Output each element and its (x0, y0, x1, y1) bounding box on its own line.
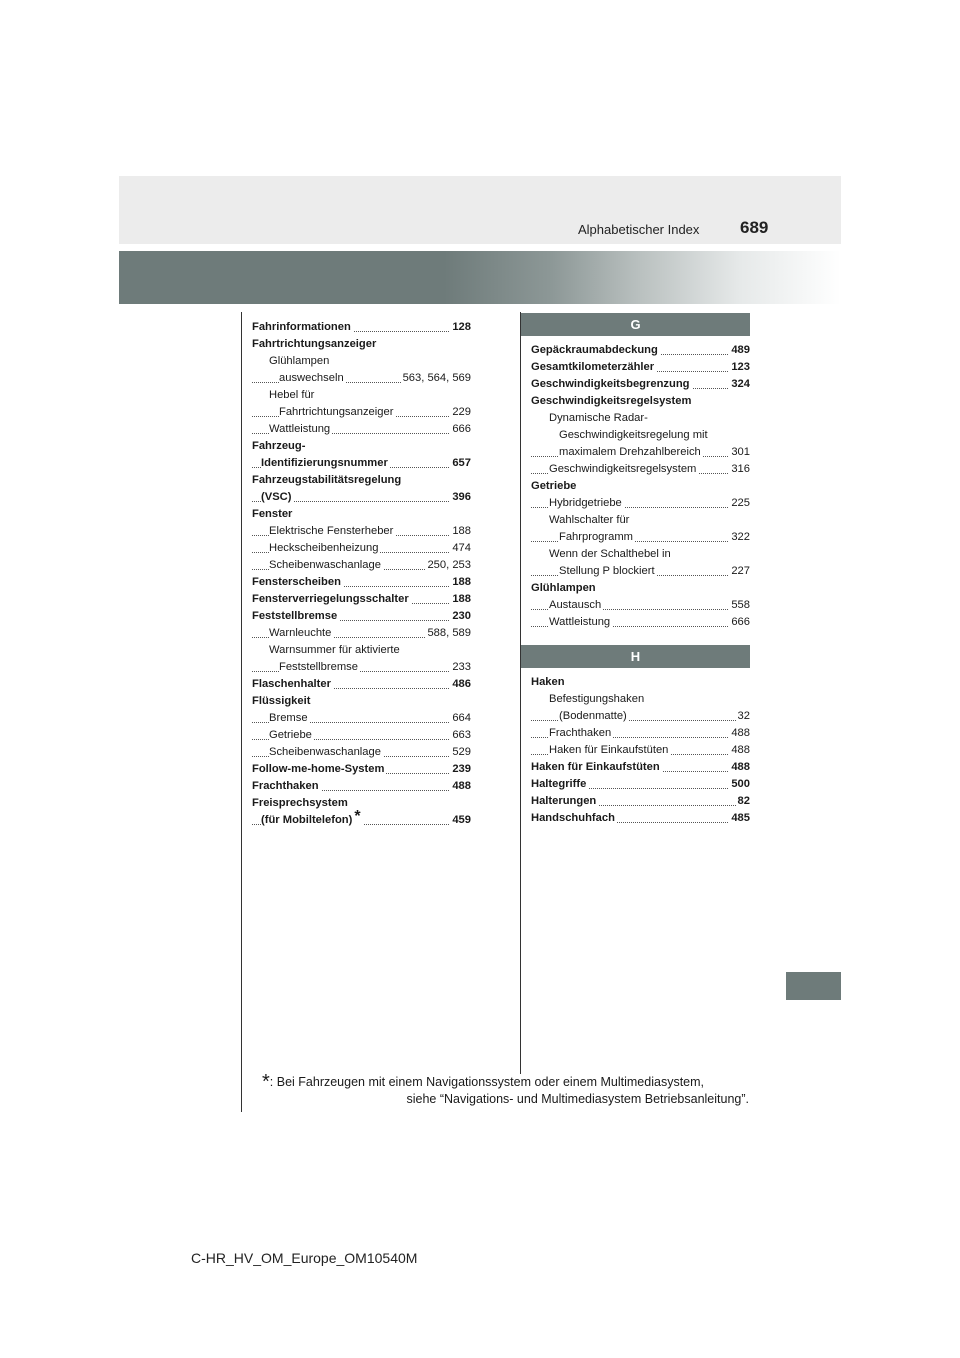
index-entry (252, 727, 471, 744)
entry-page-ref: 664 (450, 710, 471, 727)
entry-page-ref: 488 (729, 725, 750, 742)
entry-text: Haken für Einkaufstüten (531, 761, 660, 773)
entry-text: Fensterscheiben (252, 576, 341, 588)
entry-text: Heckscheibenheizung (269, 542, 379, 554)
index-entry (531, 461, 750, 478)
index-entry (252, 625, 471, 642)
entry-text: Fahrprogramm (559, 531, 633, 543)
entry-text: Fahrinformationen (252, 321, 351, 333)
entry-page-ref: 558 (729, 597, 750, 614)
entry-text: Follow-me-home-System (252, 763, 385, 775)
entry-text: Frachthaken (549, 727, 612, 739)
index-entry (531, 478, 750, 495)
index-entry (252, 591, 471, 608)
entry-text: Fahrzeug- (252, 440, 306, 452)
entry-text: Gesamtkilometerzähler (531, 361, 655, 373)
entry-page-ref: 396 (450, 489, 471, 506)
index-entry (252, 710, 471, 727)
index-entry (531, 776, 750, 793)
entry-text: Flaschenhalter (252, 678, 331, 690)
index-entry (531, 708, 750, 725)
index-entry (531, 529, 750, 546)
entry-text: Fahrzeugstabilitätsregelung (252, 474, 402, 486)
index-entry (531, 810, 750, 827)
entry-text: Elektrische Fensterheber (269, 525, 394, 537)
entry-page-ref: 316 (729, 461, 750, 478)
entry-text: Frachthaken (252, 780, 319, 792)
index-entry (252, 557, 471, 574)
index-entry (531, 495, 750, 512)
entry-page-ref: 250, 253 (425, 557, 471, 574)
footnote-reference: * (354, 808, 361, 825)
index-entry (252, 472, 471, 489)
entry-text: Gepäckraumabdeckung (531, 344, 658, 356)
entry-page-ref: 459 (450, 812, 471, 829)
entry-text: Feststellbremse (279, 661, 358, 673)
entry-text: Identifizierungsnummer (261, 457, 388, 469)
index-entry (531, 674, 750, 691)
entry-text: Haltegriffe (531, 778, 587, 790)
entry-page-ref: 529 (450, 744, 471, 761)
entry-page-ref: 324 (729, 376, 750, 393)
entry-page-ref: 563, 564, 569 (401, 370, 471, 387)
index-column-left (252, 319, 471, 829)
entry-page-ref: 188 (450, 523, 471, 540)
index-entry (252, 659, 471, 676)
entry-text: Haken (531, 676, 565, 688)
entry-page-ref: 239 (450, 761, 471, 778)
letter-section-entries (531, 674, 750, 827)
index-entry (252, 489, 471, 506)
thumb-index-tab (786, 972, 841, 1000)
index-entry (531, 546, 750, 563)
index-entry (531, 393, 750, 410)
entry-page-ref: 301 (729, 444, 750, 461)
entry-text: Wattleistung (269, 423, 331, 435)
index-entry (531, 597, 750, 614)
entry-text: Hybridgetriebe (549, 497, 622, 509)
footnote-line-2: siehe “Navigations- und Multimediasystem Betriebsanleitung”. (406, 1092, 749, 1106)
index-entry (531, 444, 750, 461)
index-entry (252, 438, 471, 455)
entry-page-ref: 666 (450, 421, 471, 438)
letter-heading-g: G (521, 313, 750, 336)
entry-page-ref: 588, 589 (425, 625, 471, 642)
index-entry (531, 563, 750, 580)
entry-text: Fahrtrichtungsanzeiger (252, 338, 377, 350)
index-entry (252, 506, 471, 523)
entry-text: maximalem Drehzahlbereich (559, 446, 701, 458)
entry-text: Dynamische Radar- (549, 412, 648, 424)
index-entry (252, 642, 471, 659)
entry-text: Warnleuchte (269, 627, 332, 639)
entry-text: Fenster (252, 508, 293, 520)
footnote (262, 1071, 749, 1108)
entry-page-ref: 322 (729, 529, 750, 546)
entry-text: auswechseln (279, 372, 344, 384)
entry-text: Stellung P blockiert (559, 565, 655, 577)
index-entry (252, 608, 471, 625)
entry-text: Scheibenwaschanlage (269, 559, 381, 571)
entry-text: Wattleistung (549, 616, 611, 628)
entry-text: Fahrtrichtungsanzeiger (279, 406, 394, 418)
index-entry (252, 693, 471, 710)
index-entry (531, 742, 750, 759)
entry-page-ref: 485 (729, 810, 750, 827)
index-entry (531, 580, 750, 597)
entry-page-ref: 32 (736, 708, 750, 725)
entry-page-ref: 488 (450, 778, 471, 795)
index-entry (531, 614, 750, 631)
entry-page-ref: 486 (450, 676, 471, 693)
footnote-marker: * (262, 1071, 270, 1093)
entry-text: Wenn der Schalthebel in (549, 548, 671, 560)
entry-text: Glühlampen (269, 355, 330, 367)
entry-text: Warnsummer für aktivierte (269, 644, 400, 656)
entry-text: Getriebe (531, 480, 577, 492)
index-entry (531, 691, 750, 708)
left-column-rule (241, 312, 242, 1112)
entry-text: Geschwindigkeitsregelsystem (549, 463, 697, 475)
document-id: C-HR_HV_OM_Europe_OM10540M (191, 1250, 418, 1266)
index-entry (531, 427, 750, 444)
index-entry (252, 353, 471, 370)
entry-text: Halterungen (531, 795, 597, 807)
entry-page-ref: 489 (729, 342, 750, 359)
index-entry (252, 761, 471, 778)
entry-page-ref: 227 (729, 563, 750, 580)
entry-text: Austausch (549, 599, 602, 611)
index-entry (252, 808, 471, 829)
index-entry (252, 523, 471, 540)
page-number: 689 (740, 218, 769, 237)
entry-text: Freisprechsystem (252, 797, 348, 809)
entry-text: (für Mobiltelefon) (261, 814, 353, 826)
index-entry (252, 744, 471, 761)
entry-page-ref: 663 (450, 727, 471, 744)
header-band (119, 176, 841, 244)
index-entry (252, 319, 471, 336)
entry-page-ref: 488 (729, 759, 750, 776)
index-entry (252, 370, 471, 387)
entry-page-ref: 233 (450, 659, 471, 676)
index-entry (252, 387, 471, 404)
entry-text: Fensterverriegelungsschalter (252, 593, 409, 605)
footnote-line-1: : Bei Fahrzeugen mit einem Navigationssystem oder einem Multimediasystem, (269, 1075, 705, 1089)
index-entry (531, 725, 750, 742)
entry-text: Geschwindigkeitsbegrenzung (531, 378, 690, 390)
entry-page-ref: 657 (450, 455, 471, 472)
index-entry (531, 410, 750, 427)
index-entry (531, 359, 750, 376)
index-entry (252, 676, 471, 693)
index-entry (252, 574, 471, 591)
entry-page-ref: 225 (729, 495, 750, 512)
index-entry (531, 759, 750, 776)
entry-page-ref: 666 (729, 614, 750, 631)
index-entry (531, 342, 750, 359)
index-entry (252, 421, 471, 438)
index-entry (252, 455, 471, 472)
entry-text: Befestigungshaken (549, 693, 645, 705)
entry-page-ref: 128 (450, 319, 471, 336)
entry-text: Getriebe (269, 729, 312, 741)
section-title: Alphabetischer Index (578, 222, 700, 237)
entry-text: Handschuhfach (531, 812, 615, 824)
entry-text: Geschwindigkeitsregelung mit (559, 429, 708, 441)
entry-text: (Bodenmatte) (559, 710, 627, 722)
index-entry (252, 540, 471, 557)
entry-text: Bremse (269, 712, 308, 724)
entry-page-ref: 123 (729, 359, 750, 376)
entry-page-ref: 230 (450, 608, 471, 625)
entry-text: Scheibenwaschanlage (269, 746, 381, 758)
entry-text: Hebel für (269, 389, 315, 401)
entry-page-ref: 229 (450, 404, 471, 421)
index-entry (252, 778, 471, 795)
letter-heading-h: H (521, 645, 750, 668)
index-entry (531, 376, 750, 393)
entry-page-ref: 500 (729, 776, 750, 793)
header-gradient-bar (119, 251, 841, 304)
entry-text: Haken für Einkaufstüten (549, 744, 669, 756)
letter-section-entries (531, 342, 750, 631)
entry-page-ref: 188 (450, 591, 471, 608)
entry-page-ref: 188 (450, 574, 471, 591)
index-entry (531, 793, 750, 810)
entry-page-ref: 488 (729, 742, 750, 759)
entry-text: Wahlschalter für (549, 514, 630, 526)
index-entry (252, 404, 471, 421)
entry-text: Geschwindigkeitsregelsystem (531, 395, 692, 407)
entry-page-ref: 474 (450, 540, 471, 557)
index-entry (252, 336, 471, 353)
entry-text: Feststellbremse (252, 610, 338, 622)
index-entry (531, 512, 750, 529)
index-column-right (521, 313, 750, 827)
entry-text: Flüssigkeit (252, 695, 311, 707)
entry-page-ref: 82 (736, 793, 750, 810)
entry-text: Glühlampen (531, 582, 596, 594)
entry-text: (VSC) (261, 491, 292, 503)
